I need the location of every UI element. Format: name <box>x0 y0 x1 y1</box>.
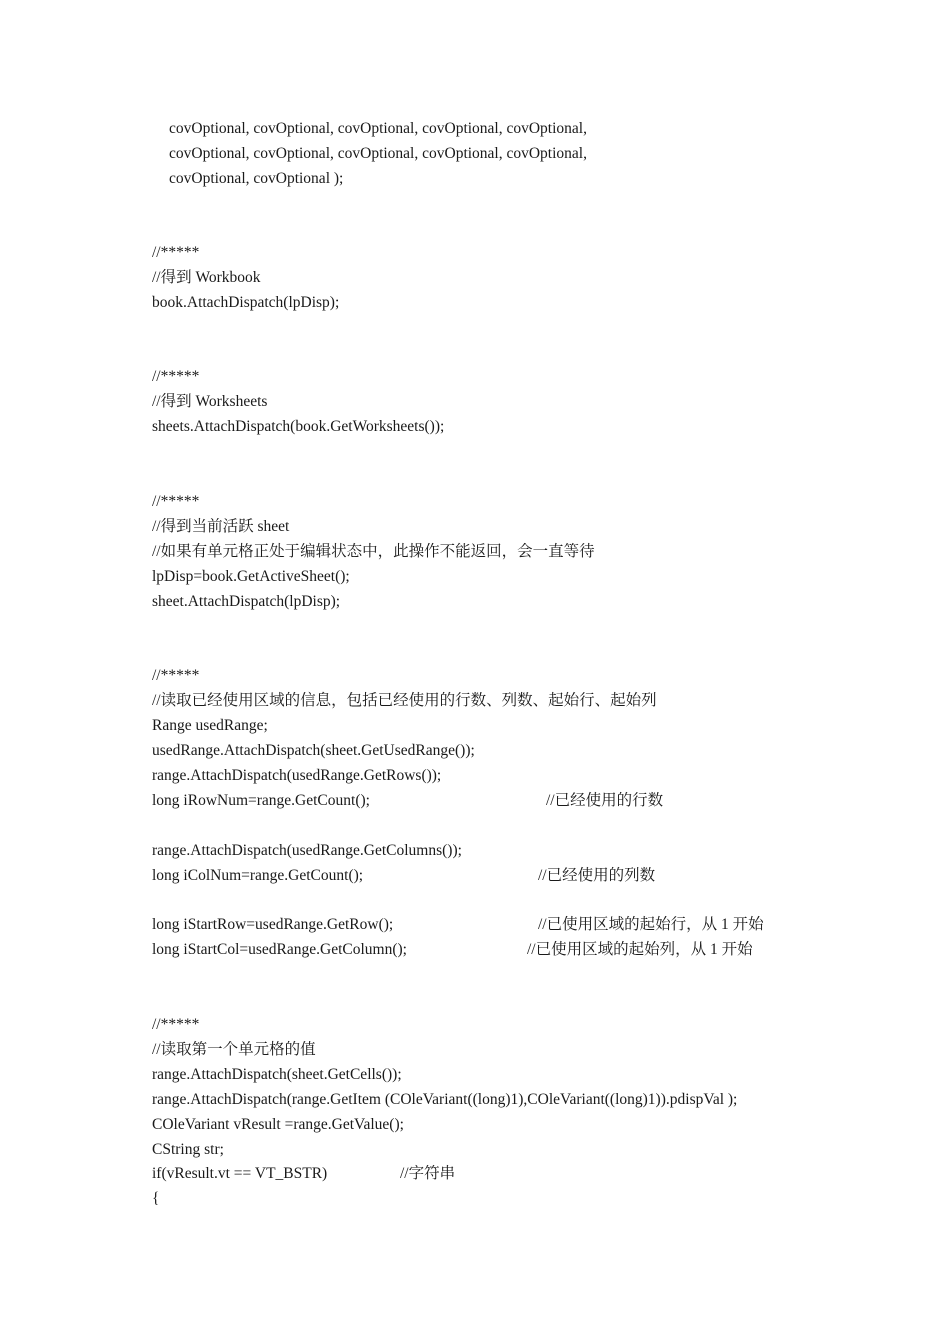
comment-line: //读取已经使用区域的信息，包括已经使用的行数、列数、起始行、起始列 <box>152 692 657 709</box>
comment-line: //***** <box>152 1016 200 1033</box>
code-line: sheet.AttachDispatch(lpDisp); <box>152 593 341 610</box>
code-line: { <box>152 1190 160 1207</box>
comment-line: //***** <box>152 493 200 510</box>
code-line: long iStartCol=usedRange.GetColumn(); <box>152 941 407 958</box>
code-line: if(vResult.vt == VT_BSTR) <box>152 1165 328 1182</box>
code-line: lpDisp=book.GetActiveSheet(); <box>152 568 350 585</box>
code-line: covOptional, covOptional, covOptional, covOptional, covOptional, <box>169 145 587 162</box>
code-line: range.AttachDispatch(sheet.GetCells()); <box>152 1066 402 1083</box>
inline-comment: //字符串 <box>400 1165 456 1182</box>
comment-line: //如果有单元格正处于编辑状态中，此操作不能返回，会一直等待 <box>152 543 595 560</box>
code-line: Range usedRange; <box>152 717 268 734</box>
code-line: range.AttachDispatch(usedRange.GetColumns()); <box>152 842 462 859</box>
code-line: long iStartRow=usedRange.GetRow(); <box>152 916 394 933</box>
code-line: book.AttachDispatch(lpDisp); <box>152 294 340 311</box>
comment-line: //得到 Worksheets <box>152 393 268 410</box>
code-line: sheets.AttachDispatch(book.GetWorksheets()); <box>152 418 445 435</box>
code-line: long iColNum=range.GetCount(); <box>152 867 364 884</box>
code-line: CString str; <box>152 1141 224 1158</box>
inline-comment: //已经使用的行数 <box>546 792 664 809</box>
code-line: range.AttachDispatch(range.GetItem (COleVariant((long)1),COleVariant((long)1)).pdispVal ); <box>152 1091 738 1108</box>
code-line: covOptional, covOptional ); <box>169 170 344 187</box>
comment-line: //读取第一个单元格的值 <box>152 1041 316 1058</box>
inline-comment: //已经使用的列数 <box>538 867 656 884</box>
code-line: long iRowNum=range.GetCount(); <box>152 792 370 809</box>
code-line: range.AttachDispatch(usedRange.GetRows()); <box>152 767 442 784</box>
code-line: usedRange.AttachDispatch(sheet.GetUsedRange()); <box>152 742 475 759</box>
inline-comment: //已使用区域的起始行，从 1 开始 <box>538 916 764 933</box>
comment-line: //得到 Workbook <box>152 269 261 286</box>
comment-line: //***** <box>152 244 200 261</box>
code-line: COleVariant vResult =range.GetValue(); <box>152 1116 404 1133</box>
comment-line: //得到当前活跃 sheet <box>152 518 290 535</box>
comment-line: //***** <box>152 667 200 684</box>
comment-line: //***** <box>152 368 200 385</box>
inline-comment: //已使用区域的起始列，从 1 开始 <box>527 941 753 958</box>
code-line: covOptional, covOptional, covOptional, covOptional, covOptional, <box>169 120 587 137</box>
